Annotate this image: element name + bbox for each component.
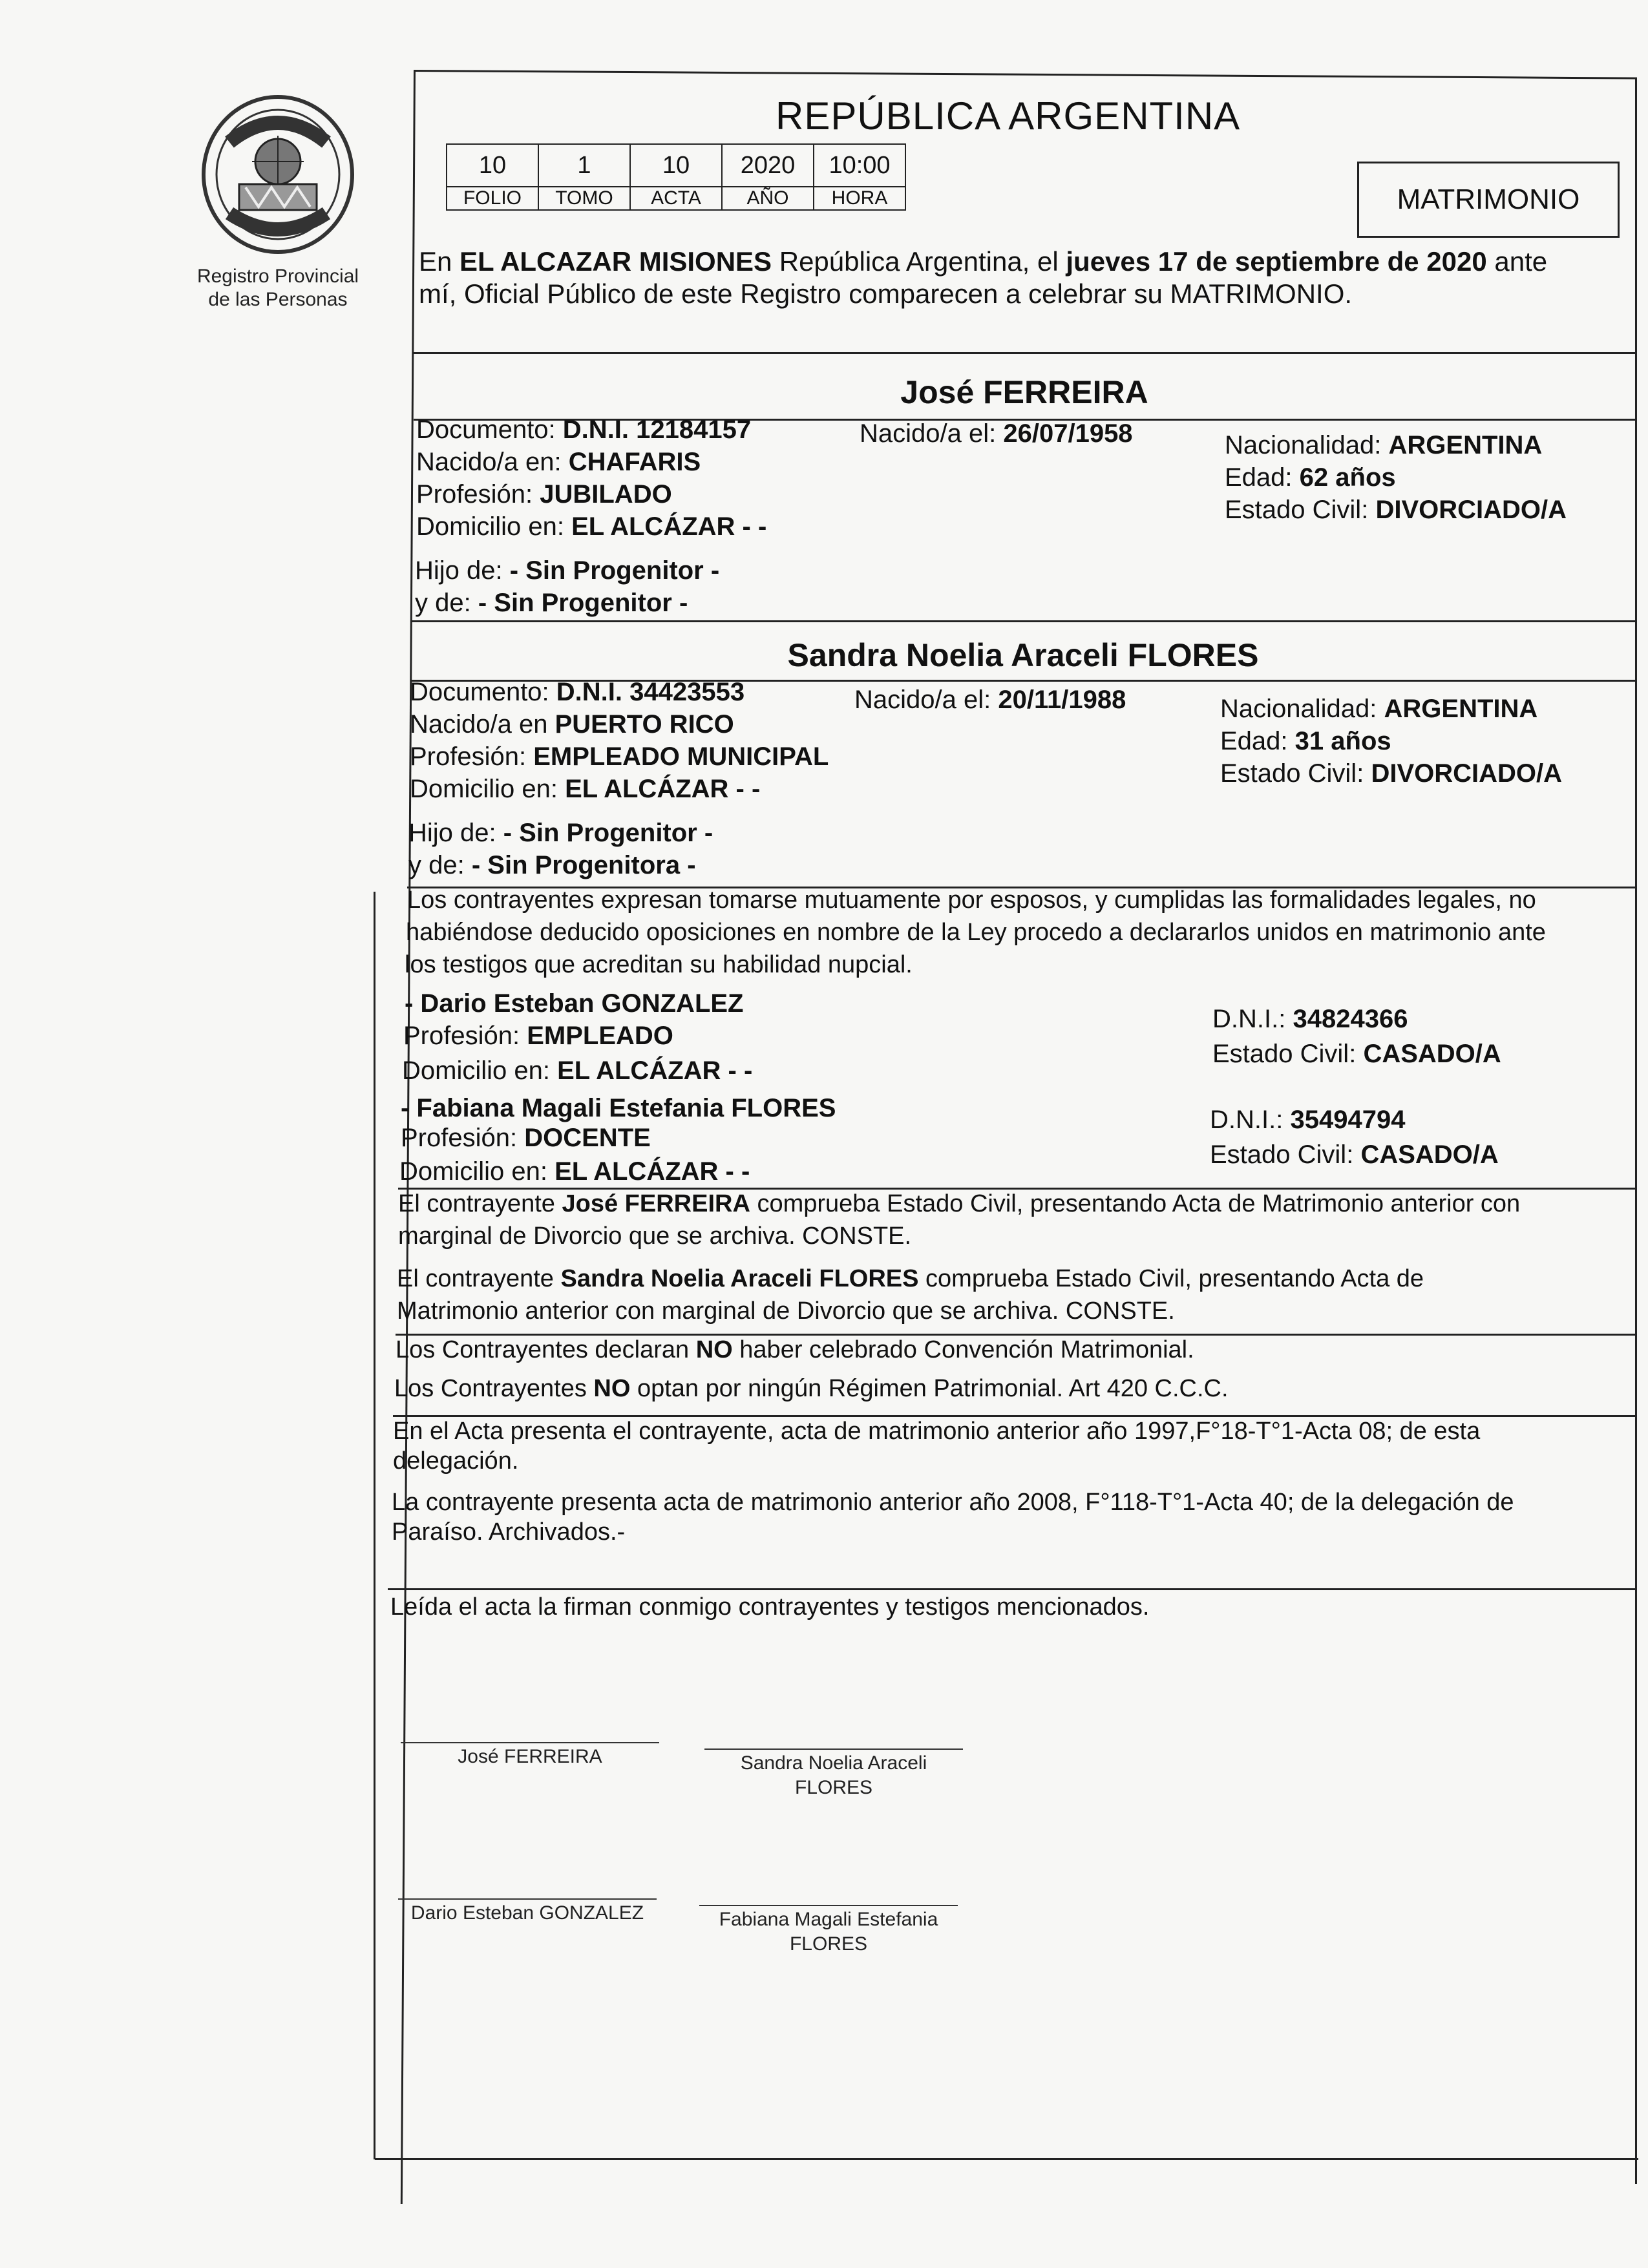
testigo1-profesion: Profesión: EMPLEADO: [403, 1022, 673, 1050]
intro-line-1: En EL ALCAZAR MISIONES República Argentina, el jueves 17 de septiembre de 2020 ante: [419, 246, 1548, 277]
contrayente1-edad: Edad: 62 años: [1225, 463, 1396, 492]
anio-value: 2020: [722, 144, 814, 187]
contrayente1-yde: y de: - Sin Progenitor -: [415, 589, 688, 617]
frame-right-border: [1635, 78, 1637, 2184]
contrayente1-domicilio: Domicilio en: EL ALCÁZAR - -: [416, 512, 767, 541]
nota-2-line-1: El contrayente Sandra Noelia Araceli FLORES comprueba Estado Civil, presentando Acta de: [397, 1265, 1424, 1292]
nota-4: Los Contrayentes NO optan por ningún Régimen Patrimonial. Art 420 C.C.C.: [394, 1375, 1229, 1402]
hora-label: HORA: [814, 187, 905, 210]
contrayente2-hijo: Hijo de: - Sin Progenitor -: [408, 819, 713, 847]
signature-line: [398, 1898, 657, 1900]
intro-line-2: mí, Oficial Público de este Registro comparecen a celebrar su MATRIMONIO.: [419, 278, 1353, 309]
contrayente2-estado-civil: Estado Civil: DIVORCIADO/A: [1220, 759, 1563, 788]
nota-2-line-2: Matrimonio anterior con marginal de Divorcio que se archiva. CONSTE.: [397, 1297, 1175, 1325]
declaracion-line: Los contrayentes expresan tomarse mutuamente por esposos, y cumplidas las formalidades legales, no: [407, 887, 1536, 914]
signature-line: [401, 1742, 659, 1743]
document-title: REPÚBLICA ARGENTINA: [776, 94, 1241, 138]
anio-label: AÑO: [722, 187, 814, 210]
document-type-box: MATRIMONIO: [1357, 162, 1620, 238]
provincial-seal-logo: [194, 90, 362, 258]
divider: [414, 352, 1635, 354]
nota-1-line-1: El contrayente José FERREIRA comprueba Estado Civil, presentando Acta de Matrimonio anterior con: [398, 1190, 1521, 1217]
firma-jose-ferreira: José FERREIRA: [458, 1746, 602, 1767]
contrayente1-nacido-el: Nacido/a el: 26/07/1958: [860, 419, 1133, 448]
declaracion-line: habiéndose deducido oposiciones en nombre de la Ley procedo a declararlos unidos en matrimonio ante: [406, 919, 1546, 946]
contrayente2-nacido-en: Nacido/a en PUERTO RICO: [410, 710, 734, 739]
signature-line: [704, 1748, 963, 1750]
testigo1-domicilio: Domicilio en: EL ALCÁZAR - -: [402, 1056, 753, 1085]
nota-6-line-1: La contrayente presenta acta de matrimonio anterior año 2008, F°118-T°1-Acta 40; de la delegación de: [392, 1489, 1514, 1516]
frame-left-border: [374, 892, 375, 2159]
testigo1-dni: D.N.I.: 34824366: [1212, 1005, 1408, 1033]
tomo-value: 1: [538, 144, 630, 187]
frame-bottom-border: [375, 2158, 1638, 2160]
testigo2-name: - Fabiana Magali Estefania FLORES: [401, 1094, 836, 1122]
contrayente2-nacido-el: Nacido/a el: 20/11/1988: [854, 686, 1126, 714]
contrayente1-name: José FERREIRA: [900, 374, 1148, 410]
declaracion-line: los testigos que acreditan su habilidad nupcial.: [405, 951, 913, 978]
firma-dario-gonzalez: Dario Esteban GONZALEZ: [410, 1902, 644, 1924]
contrayente1-nacionalidad: Nacionalidad: ARGENTINA: [1225, 431, 1543, 459]
contrayente2-nacionalidad: Nacionalidad: ARGENTINA: [1220, 695, 1538, 723]
registry-name: Registro Provincial de las Personas: [196, 266, 359, 310]
divider: [388, 1588, 1635, 1590]
nota-6-line-2: Paraíso. Archivados.-: [392, 1518, 626, 1546]
tomo-label: TOMO: [538, 187, 630, 210]
contrayente1-doc: Documento: D.N.I. 12184157: [416, 415, 752, 444]
testigo2-dni: D.N.I.: 35494794: [1210, 1106, 1406, 1134]
nota-1-line-2: marginal de Divorcio que se archiva. CONSTE.: [398, 1223, 912, 1250]
firma-fabiana-flores: Fabiana Magali Estefania FLORES: [719, 1909, 938, 1955]
folio-value: 10: [447, 144, 538, 187]
testigo1-name: - Dario Esteban GONZALEZ: [405, 989, 744, 1018]
nota-5-line-1: En el Acta presenta el contrayente, acta de matrimonio anterior año 1997,F°18-T°1-Acta 08; de esta: [393, 1418, 1481, 1445]
contrayente1-hijo: Hijo de: - Sin Progenitor -: [415, 556, 720, 585]
contrayente2-profesion: Profesión: EMPLEADO MUNICIPAL: [410, 742, 829, 771]
contrayente2-yde: y de: - Sin Progenitora -: [408, 851, 696, 879]
contrayente1-estado-civil: Estado Civil: DIVORCIADO/A: [1225, 496, 1567, 524]
contrayente1-profesion: Profesión: JUBILADO: [416, 480, 672, 509]
testigo2-domicilio: Domicilio en: EL ALCÁZAR - -: [399, 1157, 750, 1186]
testigo2-estado-civil: Estado Civil: CASADO/A: [1210, 1140, 1499, 1169]
testigo2-profesion: Profesión: DOCENTE: [401, 1124, 651, 1152]
divider: [411, 620, 1635, 622]
contrayente2-domicilio: Domicilio en: EL ALCÁZAR - -: [410, 775, 761, 803]
contrayente2-name: Sandra Noelia Araceli FLORES: [787, 637, 1259, 673]
hora-value: 10:00: [814, 144, 905, 187]
contrayente2-edad: Edad: 31 años: [1220, 727, 1391, 755]
firma-sandra-flores: Sandra Noelia Araceli FLORES: [740, 1752, 927, 1798]
acta-label: ACTA: [630, 187, 722, 210]
leida-text: Leída el acta la firman conmigo contrayentes y testigos mencionados.: [390, 1593, 1150, 1621]
folio-table: [446, 143, 906, 211]
contrayente2-doc: Documento: D.N.I. 34423553: [410, 678, 745, 706]
acta-value: 10: [630, 144, 722, 187]
signature-line: [699, 1905, 958, 1906]
nota-5-line-2: delegación.: [393, 1447, 519, 1475]
folio-label: FOLIO: [447, 187, 538, 210]
testigo1-estado-civil: Estado Civil: CASADO/A: [1212, 1040, 1501, 1068]
nota-3: Los Contrayentes declaran NO haber celebrado Convención Matrimonial.: [396, 1336, 1194, 1363]
contrayente1-nacido-en: Nacido/a en: CHAFARIS: [416, 448, 701, 476]
